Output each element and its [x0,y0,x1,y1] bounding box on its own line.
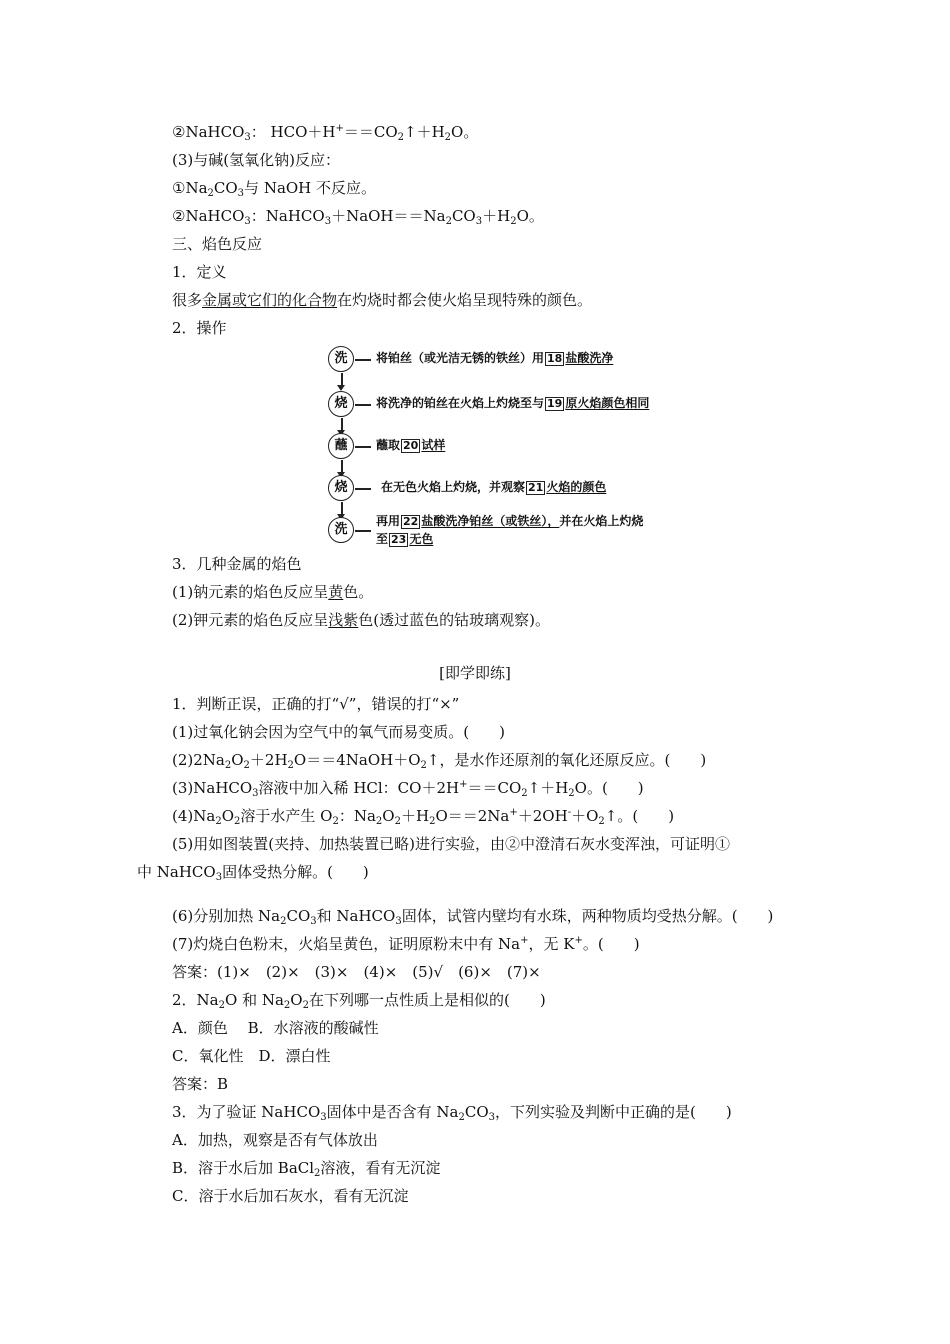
question-1-3: (3)NaHCO$_3$溶液中加入稀 HCl：$CO+2H^+==CO_2↑+H_2O$。( ) [172,779,644,799]
flow-step-4: 在无色火焰上灼烧，并观察 21 火焰的颜色 [381,480,607,494]
question-1-5-cont: 中 NaHCO$_3$固体受热分解。( ) [137,863,369,883]
question-2: 2．$Na_2O$ 和 $Na_2O_2$在下列哪一点性质上是相似的( ) [172,991,546,1011]
nahco3-naoh-line: ②NaHCO$_3$：$NaHCO_3+NaOH==Na_2CO_3+H_2O$。 [172,207,544,227]
flow-node-burn-2: 烧 [328,475,354,501]
question-1-7: (7)灼烧白色粉末，火焰呈黄色，证明原粉末中有 Na+，无 K+。( ) [172,935,640,953]
question-1: 1．判断正误，正确的打“√”，错误的打“×” [172,695,460,713]
flow-step-2: 将洗净的铂丝在火焰上灼烧至与 19 原火焰颜色相同 [376,396,650,410]
flow-step-3: 蘸取 20 试样 [376,438,446,452]
question-1-1: (1)过氧化钠会因为空气中的氧气而易变质。( ) [172,723,505,741]
question-3: 3．为了验证 NaHCO$_3$固体中是否含有 $Na_2CO_3$，下列实验及判断中正确的是( ) [172,1103,732,1123]
nahco3-acid-reaction: ②NaHCO$_3$： $HCO+H^+==CO_2↑+H_2O$。 [172,123,479,143]
question-3-option-a: A．加热，观察是否有气体放出 [172,1131,378,1149]
question-1-4: $(4)Na_2O_2$溶于水产生 $O_2$：$Na_2O_2+H_2O==2Na^++2OH^-+O_2↑$。( ) [172,807,675,827]
definition-heading: 1．定义 [172,263,227,281]
sodium-flame-line: (1)钠元素的焰色反应呈黄色。 [172,583,374,601]
question-3-option-c: C．溶于水后加石灰水，看有无沉淀 [172,1187,409,1205]
flow-node-burn: 烧 [328,391,354,417]
flow-node-dip: 蘸 [328,433,354,459]
answer-1: 答案：(1)× (2)× (3)× (4)× (5)√ (6)× (7)× [172,963,541,981]
flame-colors-heading: 3．几种金属的焰色 [172,555,302,573]
flow-step-5: 再用 22 盐酸洗净铂丝（或铁丝），并在火焰上灼烧 [376,514,644,528]
flow-step-1: 将铂丝（或光洁无锈的铁丝）用 18 盐酸洗净 [376,351,614,365]
question-1-5: (5)用如图装置(夹持、加热装置已略)进行实验，由②中澄清石灰水变浑浊，可证明① [172,835,730,853]
flow-step-5-cont: 至 23 无色 [376,532,434,546]
base-reaction-heading: (3)与碱(氢氧化钠)反应： [172,151,340,169]
flow-node-wash-2: 洗 [328,517,354,543]
na2co3-naoh-line: $①Na_2CO_3$与 NaOH 不反应。 [172,179,377,199]
question-1-6: (6)分别加热 $Na_2CO_3$和 NaHCO$_3$固体，试管内壁均有水珠，两种物质均受热分解。( ) [172,907,774,927]
section-flame-reaction: 三、焰色反应 [172,235,263,253]
question-1-2: $(2)2Na_2O_2+2H_2O==4NaOH+O_2↑$，是水作还原剂的氧化还原反应。( ) [172,751,707,771]
operation-heading: 2．操作 [172,319,227,337]
question-2-options-ab: A．颜色 B．水溶液的酸碱性 [172,1019,379,1037]
answer-2: 答案：B [172,1075,229,1093]
practice-section-title: [即学即练] [439,664,511,682]
definition-text: 很多金属或它们的化合物在灼烧时都会使火焰呈现特殊的颜色。 [172,291,593,309]
flow-node-wash: 洗 [328,346,354,372]
question-3-option-b: B．溶于水后加 BaCl$_2$溶液，看有无沉淀 [172,1159,441,1179]
potassium-flame-line: (2)钾元素的焰色反应呈浅紫色(透过蓝色的钴玻璃观察)。 [172,611,550,629]
question-2-options-cd: C．氧化性 D．漂白性 [172,1047,331,1065]
flame-test-flow-diagram [326,343,676,553]
